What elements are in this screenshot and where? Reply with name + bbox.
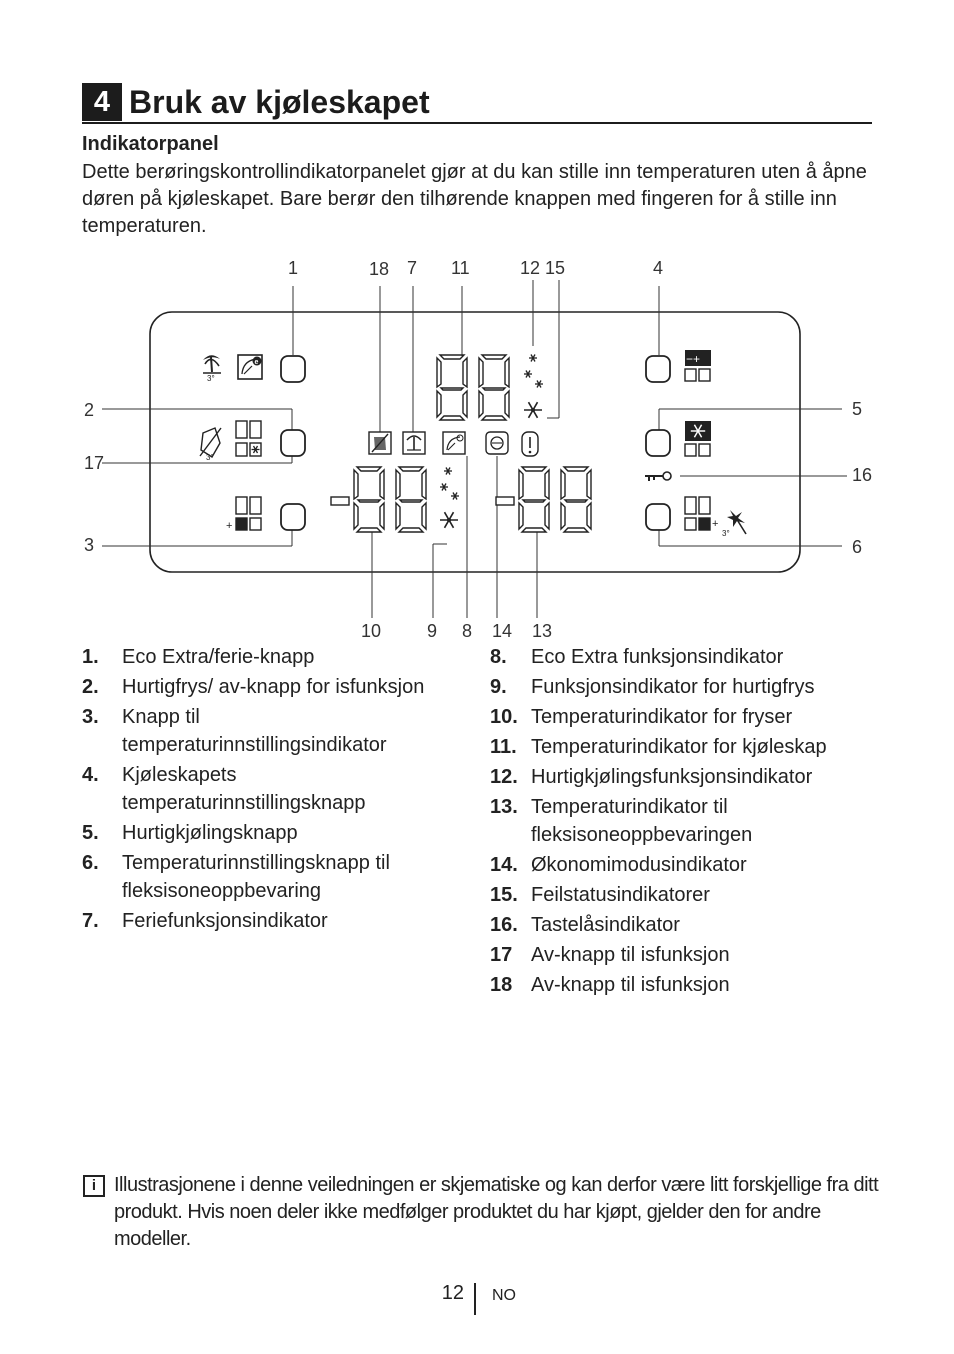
control-panel-diagram: [0, 0, 954, 640]
page-title: Bruk av kjøleskapet: [129, 84, 430, 120]
callout-13: 13: [532, 621, 553, 641]
list-item: 5. Hurtigkjølingsknapp: [82, 822, 298, 844]
list-item: 9. Funksjonsindikator for hurtigfrys: [490, 676, 815, 698]
callout-17: 17: [84, 453, 105, 473]
legend-list-left: [82, 643, 442, 937]
list-item: 14. Økonomimodusindikator: [490, 854, 747, 876]
list-item: 12. Hurtigkjølingsfunksjonsindikator: [490, 766, 813, 788]
callout-1: 1: [288, 258, 299, 278]
list-item: 3. Knapp til temperaturinnstillingsindikator: [82, 706, 387, 756]
plus-glyph-a: +: [226, 520, 233, 532]
callout-18: 18: [369, 259, 390, 279]
flexizone-temp-button[interactable]: [646, 504, 670, 530]
callout-12-15: 12 15: [520, 258, 566, 278]
fridge-temp-button[interactable]: [646, 356, 670, 382]
info-icon: i: [83, 1175, 105, 1197]
fast-freeze-button[interactable]: [281, 430, 305, 456]
section-number: 4: [82, 83, 122, 121]
callout-16: 16: [852, 465, 873, 485]
page-number: 12: [441, 1282, 464, 1304]
eco-e-glyph: e: [254, 359, 259, 366]
language-code: NO: [492, 1287, 516, 1304]
list-item: 15. Feilstatusindikatorer: [490, 884, 710, 906]
list-item: 4. Kjøleskapets temperaturinnstillingsknapp: [82, 764, 366, 814]
callout-6: 6: [852, 537, 863, 557]
list-item: 2. Hurtigfrys/ av-knapp for isfunksjon: [82, 676, 425, 698]
list-item: 11. Temperaturindikator for kjøleskap: [490, 736, 827, 758]
list-item: 8. Eco Extra funksjonsindikator: [490, 646, 784, 668]
intro-paragraph: Dette berøringskontrollindikatorpanelet gjør at du kan stille inn temperaturen uten å åpne døren på kjøleskapet. Bare berør den tilhørende knappen med fingeren for å stille inn temperaturen.: [82, 161, 867, 237]
callout-14: 14: [492, 621, 513, 641]
list-item: 17 Av-knapp til isfunksjon: [490, 944, 730, 966]
list-item: 10. Temperaturindikator for fryser: [490, 706, 793, 728]
list-item: 7. Feriefunksjonsindikator: [82, 910, 328, 932]
eco-extra-holiday-button[interactable]: [281, 356, 305, 382]
callout-5: 5: [852, 399, 863, 419]
degree-label-a: 3°: [207, 374, 215, 383]
minus-plus-glyph: −+: [686, 352, 701, 366]
eco-extra-indicator-icon: [443, 432, 465, 454]
callout-11: 11: [451, 258, 470, 278]
note-text: Illustrasjonene i denne veiledningen er skjematiske og kan derfor være litt forskjellige fra ditt produkt. Hvis noen deler ikke medfølger produktet du har kjøpt, gjelder den for andre modeller.: [114, 1174, 879, 1250]
freezer-temp-button[interactable]: [281, 504, 305, 530]
error-indicator-icon: [522, 432, 538, 456]
subheading: Indikatorpanel: [82, 133, 219, 155]
callout-8: 8: [462, 621, 473, 641]
plus-glyph-b: +: [712, 518, 719, 530]
fast-cool-button[interactable]: [646, 430, 670, 456]
callout-3: 3: [84, 535, 95, 555]
list-item: 18 Av-knapp til isfunksjon: [490, 974, 730, 996]
legend-list-right: [490, 643, 900, 1001]
callout-9: 9: [427, 621, 438, 641]
list-item: 1. Eco Extra/ferie-knapp: [82, 646, 315, 668]
ice-off-indicator-icon: [369, 432, 391, 454]
holiday-indicator-icon: [403, 432, 425, 454]
list-item: 13. Temperaturindikator til fleksisoneoppbevaringen: [490, 796, 753, 846]
callout-2: 2: [84, 400, 95, 420]
callout-7: 7: [407, 258, 418, 278]
footer-divider: [474, 1283, 476, 1315]
list-item: 6. Temperaturinnstillingsknapp til fleksisoneoppbevaring: [82, 852, 390, 902]
degree-label-c: 3°: [722, 529, 730, 538]
economy-mode-indicator-icon: [486, 432, 508, 454]
degree-label-b: 3°: [206, 453, 214, 462]
callout-4: 4: [653, 258, 664, 278]
list-item: 16. Tastelåsindikator: [490, 914, 680, 936]
callout-10: 10: [361, 621, 382, 641]
